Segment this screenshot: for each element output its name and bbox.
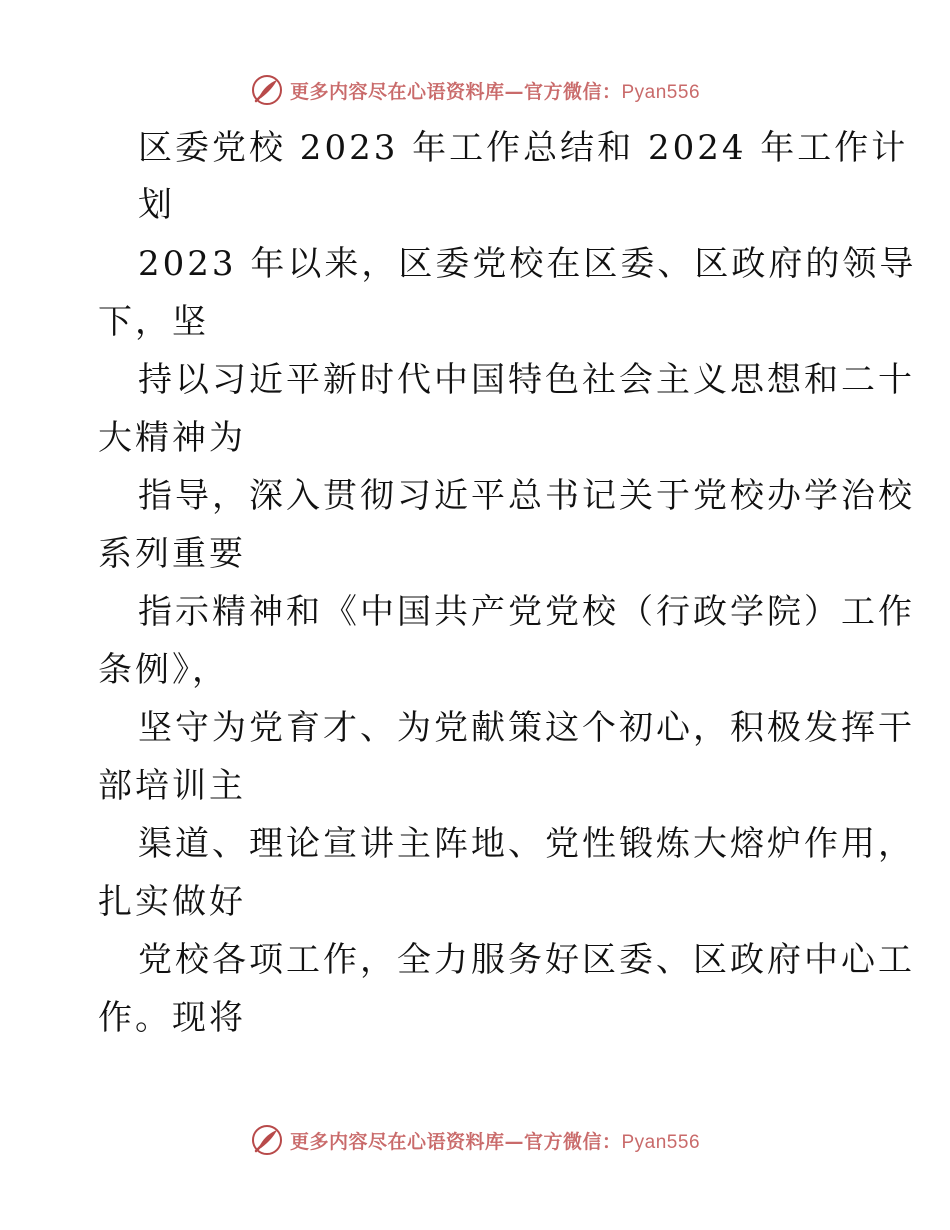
- watermark-label: 官方微信：: [523, 1130, 622, 1153]
- body-line: 渠道、理论宣讲主阵地、党性锻炼大熔炉作用，: [138, 824, 915, 864]
- body-line: 持以习近平新时代中国特色社会主义思想和二十: [138, 360, 915, 400]
- body-line: 部培训主: [98, 766, 246, 806]
- body-line: 下，坚: [98, 302, 209, 342]
- document-title-line-2: 划: [138, 185, 175, 225]
- body-line: 系列重要: [98, 534, 246, 574]
- body-line: 2023 年以来，区委党校在区委、区政府的领导: [138, 244, 917, 284]
- watermark-text: [290, 77, 700, 104]
- footer-watermark: [0, 1120, 950, 1160]
- body-line: 大精神为: [98, 418, 246, 458]
- header-watermark: [0, 70, 950, 110]
- body-line: 党校各项工作，全力服务好区委、区政府中心工: [138, 940, 915, 980]
- quill-logo-icon: [250, 1123, 284, 1157]
- watermark-wechat-id: Pyan556: [621, 81, 701, 103]
- watermark-site-name: 更多内容尽在心语资料库: [289, 1130, 505, 1153]
- body-line: 扎实做好: [98, 882, 246, 922]
- watermark-label: 官方微信：: [523, 80, 622, 103]
- body-line: 作。现将: [98, 998, 246, 1038]
- watermark-text: [290, 1127, 700, 1154]
- body-line: 条例》，: [98, 650, 229, 690]
- body-line: 指示精神和《中国共产党党校（行政学院）工作: [138, 592, 915, 632]
- body-line: 指导，深入贯彻习近平总书记关于党校办学治校: [138, 476, 915, 516]
- watermark-separator: —: [504, 80, 524, 103]
- body-line: 坚守为党育才、为党献策这个初心，积极发挥干: [138, 708, 915, 748]
- quill-logo-icon: [250, 73, 284, 107]
- watermark-wechat-id: Pyan556: [621, 1131, 701, 1153]
- watermark-separator: —: [504, 1130, 524, 1153]
- watermark-site-name: 更多内容尽在心语资料库: [289, 80, 505, 103]
- document-title-line-1: 区委党校 2023 年工作总结和 2024 年工作计: [138, 128, 909, 168]
